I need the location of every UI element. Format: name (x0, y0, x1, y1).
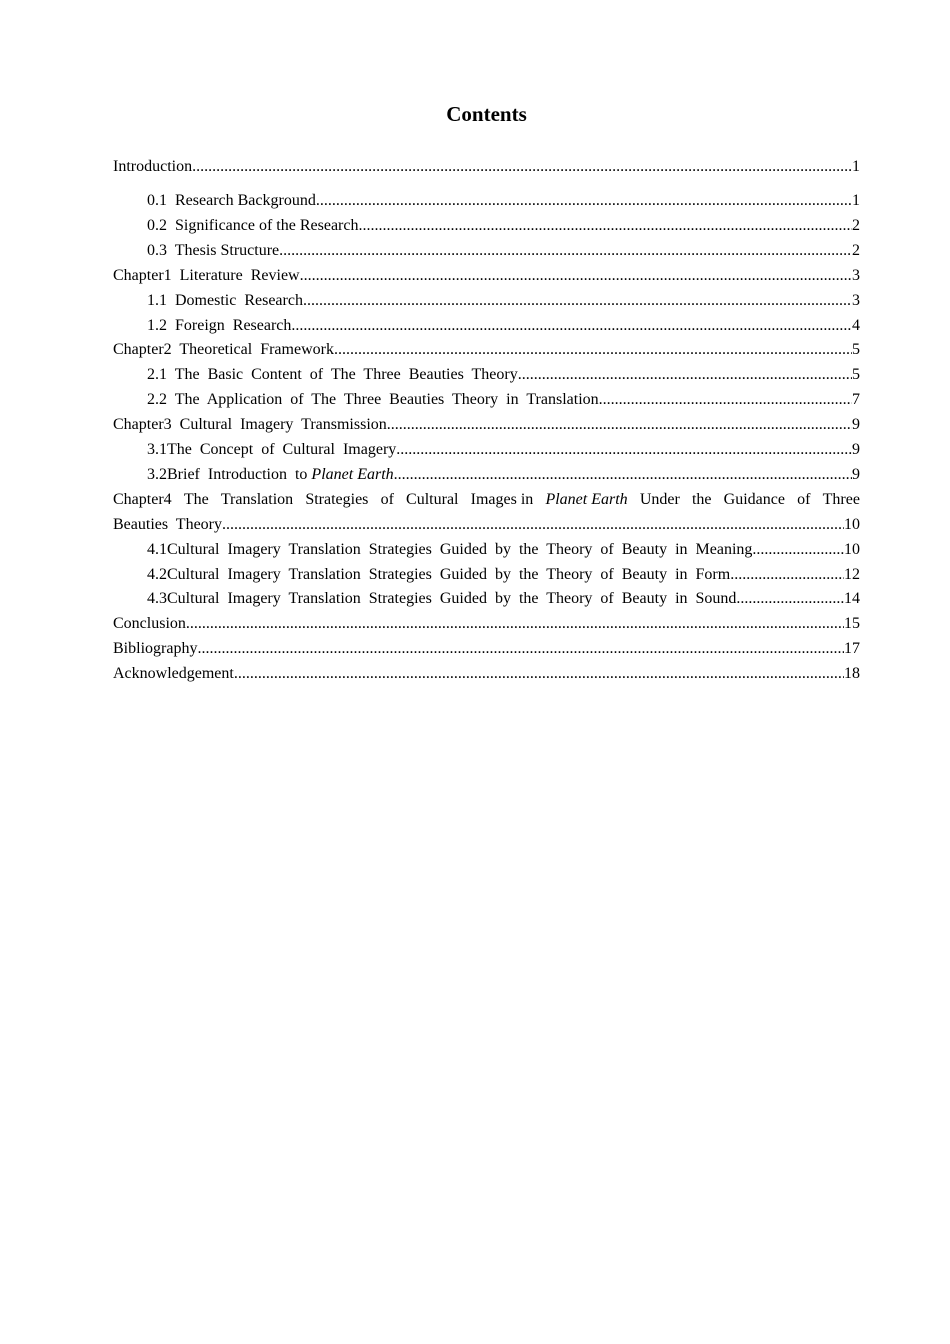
toc-page-number: 2 (852, 242, 860, 259)
toc-entry-acknowledgement[interactable] (113, 663, 860, 685)
dot-leader (396, 439, 852, 461)
toc-label: Bibliography (113, 640, 198, 657)
toc-label: Chapter1 Literature Review (113, 267, 300, 284)
toc-word: Chapter4 (113, 491, 172, 508)
toc-word: Three (822, 491, 860, 508)
toc-label: 4.2Cultural Imagery Translation Strategies Guided by the Theory of Beauty in Form (147, 566, 731, 583)
dot-leader (192, 156, 852, 178)
dot-leader (222, 514, 844, 536)
toc-word: Guidance (723, 491, 785, 508)
toc-entry-1-2[interactable] (147, 315, 860, 337)
dot-leader (279, 240, 852, 262)
toc-entry-4-2[interactable] (147, 564, 860, 586)
toc-label: Introduction (113, 158, 193, 175)
toc-entry-3-1[interactable] (147, 439, 860, 461)
toc-label-italic: Planet Earth (311, 466, 394, 483)
toc-label: Chapter2 Theoretical Framework (113, 341, 334, 358)
toc-word: Strategies (305, 491, 369, 508)
toc-word: Under (639, 491, 680, 508)
toc-label: 1.2 Foreign Research (147, 317, 292, 334)
dot-leader (300, 265, 852, 287)
toc-page-number: 18 (844, 665, 860, 682)
toc-label: 4.1Cultural Imagery Translation Strategies Guided by the Theory of Beauty in Meaning (147, 541, 753, 558)
toc-page-number: 14 (844, 590, 860, 607)
toc-entry-0-2[interactable] (147, 215, 860, 237)
toc-word: the (691, 491, 712, 508)
dot-leader (316, 190, 852, 212)
toc-entry-4-3[interactable] (147, 588, 860, 610)
dot-leader (186, 613, 844, 635)
toc-entry-chapter-4-line-2[interactable] (113, 514, 860, 536)
toc-word: Translation (220, 491, 294, 508)
toc-entry-3-2[interactable] (147, 464, 860, 486)
dot-leader (234, 663, 844, 685)
dot-leader (599, 389, 852, 411)
toc-entry-chapter-3[interactable] (113, 414, 860, 436)
toc-page-number: 3 (852, 292, 860, 309)
dot-leader (291, 315, 852, 337)
toc-page-number: 5 (852, 366, 860, 383)
toc-entry-2-1[interactable] (147, 364, 860, 386)
toc-label-prefix: 3.2Brief Introduction to (147, 466, 312, 483)
toc-label: 0.2 Significance of the Research (147, 217, 359, 234)
toc-entry-chapter-4-line-1[interactable] (113, 489, 860, 511)
page-title: Contents (446, 102, 527, 126)
toc-word-italic: Planet Earth (545, 491, 628, 508)
toc-label: 1.1 Domestic Research (147, 292, 303, 309)
toc-entry-chapter-2[interactable] (113, 339, 860, 361)
toc-page-number: 12 (844, 566, 860, 583)
dot-leader (197, 638, 844, 660)
toc-page-number: 9 (852, 416, 860, 433)
toc-word: of (380, 491, 394, 508)
toc-page-number: 17 (844, 640, 860, 657)
toc-entry-0-1[interactable] (147, 190, 860, 212)
toc-page-number: 9 (852, 466, 860, 483)
toc-entry-1-1[interactable] (147, 290, 860, 312)
toc-label (147, 464, 394, 486)
toc-page-number: 4 (852, 317, 860, 334)
toc-page-number: 10 (844, 516, 860, 533)
toc-page-number: 5 (852, 341, 860, 358)
toc-label: Conclusion (113, 615, 186, 632)
dot-leader (334, 339, 852, 361)
toc-entry-chapter-1[interactable] (113, 265, 860, 287)
toc-word: Images in (470, 491, 534, 508)
toc-page-number: 7 (852, 391, 860, 408)
toc-page-number: 10 (844, 541, 860, 558)
dot-leader (387, 414, 852, 436)
toc-word: Cultural (406, 491, 459, 508)
toc-label: 2.1 The Basic Content of The Three Beauties Theory (147, 366, 518, 383)
toc-page-number: 1 (852, 192, 860, 209)
dot-leader (394, 464, 852, 486)
toc-label: 3.1The Concept of Cultural Imagery (147, 441, 397, 458)
dot-leader (303, 290, 852, 312)
toc-entry-bibliography[interactable] (113, 638, 860, 660)
toc-label: Beauties Theory (113, 516, 223, 533)
toc-entry-introduction[interactable] (113, 156, 860, 178)
toc-entry-4-1[interactable] (147, 539, 860, 561)
toc-word: The (183, 491, 209, 508)
toc-entry-0-3[interactable] (147, 240, 860, 262)
toc-label: 2.2 The Application of The Three Beauties Theory in Translation (147, 391, 599, 408)
toc-label: Chapter3 Cultural Imagery Transmission (113, 416, 387, 433)
toc-page-number: 15 (844, 615, 860, 632)
toc-word: of (797, 491, 811, 508)
toc-page-number: 2 (852, 217, 860, 234)
dot-leader (730, 564, 844, 586)
toc-label: Acknowledgement (113, 665, 234, 682)
dot-leader (518, 364, 852, 386)
toc-entry-2-2[interactable] (147, 389, 860, 411)
toc-label: 0.1 Research Background (147, 192, 316, 209)
toc-label: 4.3Cultural Imagery Translation Strategies Guided by the Theory of Beauty in Sound (147, 590, 737, 607)
dot-leader (752, 539, 844, 561)
toc-page-number: 3 (852, 267, 860, 284)
toc-label: 0.3 Thesis Structure (147, 242, 280, 259)
toc-entry-conclusion[interactable] (113, 613, 860, 635)
dot-leader (358, 215, 852, 237)
toc-page-number: 1 (852, 158, 860, 175)
dot-leader (736, 588, 844, 610)
toc-page-number: 9 (852, 441, 860, 458)
